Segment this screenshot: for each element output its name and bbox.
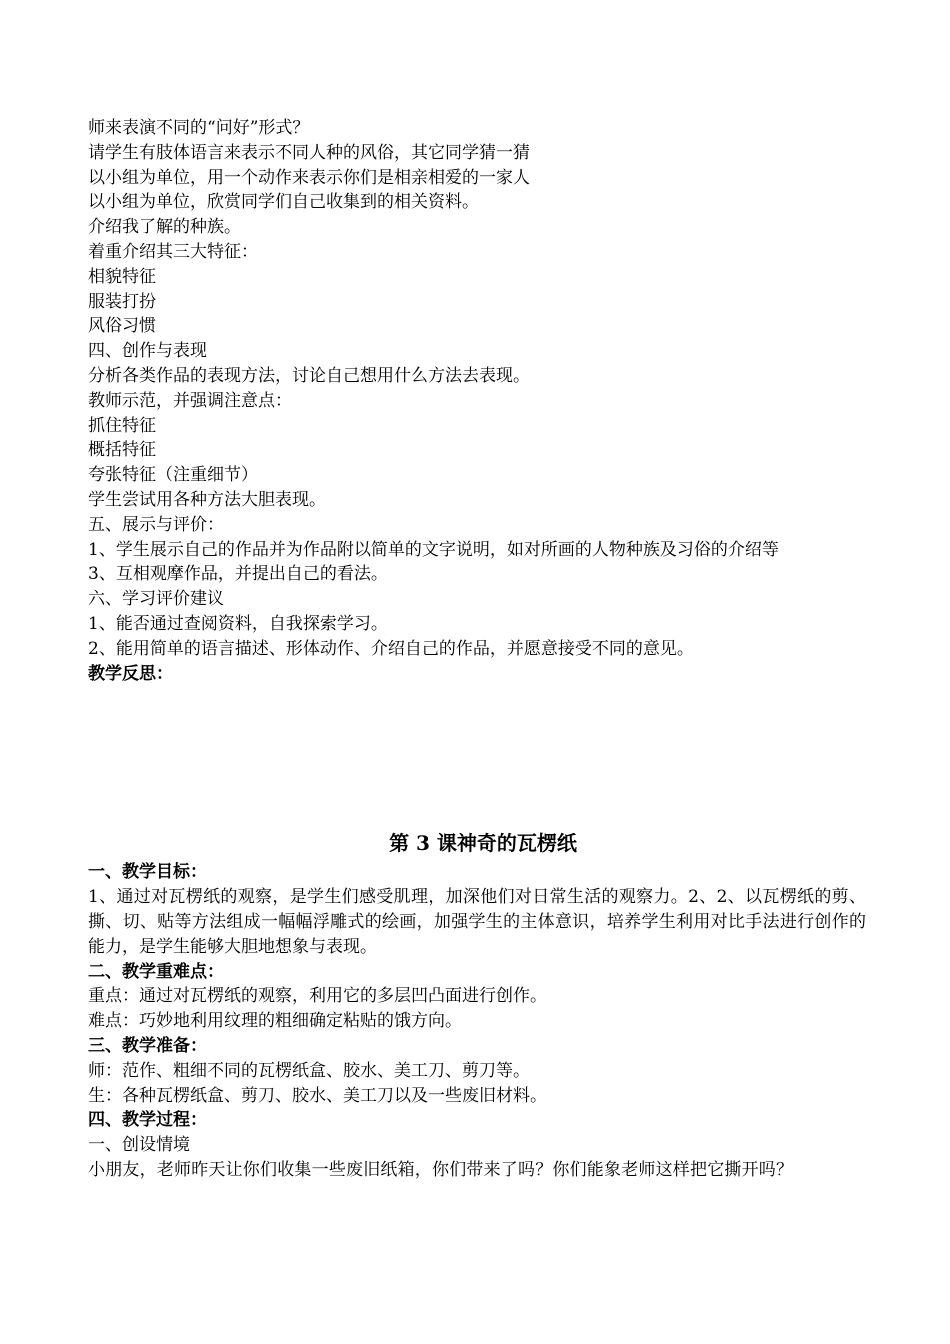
section-heading-create: 四、创作与表现	[88, 341, 207, 362]
blank-space	[88, 686, 878, 828]
key-point-line: 重点：通过对瓦楞纸的观察，利用它的多层凹凸面进行创作。	[88, 986, 547, 1007]
document-page	[88, 116, 878, 1183]
section-previous-lesson	[88, 116, 878, 686]
teacher-preparation-line: 师：范作、粗细不同的瓦楞纸盒、胶水、美工刀、剪刀等。	[88, 1060, 530, 1081]
text-line: 以小组为单位，用一个动作来表示你们是相亲相爱的一家人	[88, 167, 530, 188]
text-line: 2、能用简单的语言描述、形体动作、介绍自己的作品，并愿意接受不同的意见。	[88, 638, 694, 659]
text-line: 介绍我了解的种族。	[88, 217, 241, 238]
text-line: 抓住特征	[88, 415, 156, 436]
text-line: 夸张特征（注重细节）	[88, 465, 258, 486]
text-line: 相貌特征	[88, 266, 156, 287]
process-step-heading: 一、创设情境	[88, 1135, 190, 1156]
text-line: 师来表演不同的“问好”形式？	[88, 118, 310, 138]
text-line: 分析各类作品的表现方法，讨论自己想用什么方法去表现。	[88, 365, 530, 386]
student-preparation-line: 生：各种瓦楞纸盒、剪刀、胶水、美工刀以及一些废旧材料。	[88, 1085, 547, 1106]
preparation-heading: 三、教学准备：	[88, 1035, 207, 1056]
process-text-line: 小朋友，老师昨天让你们收集一些废旧纸箱，你们带来了吗？你们能象老师这样把它撕开吗？	[88, 1159, 794, 1180]
section-heading-display: 五、展示与评价：	[88, 514, 224, 535]
reflection-heading: 教学反思：	[88, 663, 173, 684]
section-lesson-3	[88, 828, 878, 1182]
text-line: 请学生有肢体语言来表示不同人种的风俗，其它同学猜一猜	[88, 142, 530, 163]
text-line: 以小组为单位，欣赏同学们自己收集到的相关资料。	[88, 192, 479, 213]
lesson-title: 第 3 课神奇的瓦楞纸	[389, 831, 577, 856]
goals-heading: 一、教学目标：	[88, 862, 207, 883]
text-line: 1、能否通过查阅资料，自我探索学习。	[88, 613, 388, 634]
text-line: 风俗习惯	[88, 316, 156, 337]
text-line: 1、学生展示自己的作品并为作品附以简单的文字说明，如对所画的人物种族及习俗的介绍等	[88, 539, 779, 560]
difficult-point-line: 难点：巧妙地利用纹理的粗细确定粘贴的饿方向。	[88, 1011, 462, 1032]
text-line: 教师示范，并强调注意点：	[88, 390, 292, 411]
goals-paragraph: 1、通过对瓦楞纸的观察，是学生们感受肌理，加深他们对日常生活的观察力。2、2、以瓦楞纸的剪、撕、切、贴等方法组成一幅幅浮雕式的绘画，加强学生的主体意识，培养学生利用对比手法进行创作的能力，是学生能够大胆地想象与表现。	[88, 887, 866, 957]
text-line: 概括特征	[88, 440, 156, 461]
process-heading: 四、教学过程：	[88, 1110, 207, 1131]
text-line: 学生尝试用各种方法大胆表现。	[88, 489, 326, 510]
key-points-heading: 二、教学重难点：	[88, 961, 224, 982]
text-line: 3、互相观摩作品，并提出自己的看法。	[88, 564, 388, 585]
section-heading-evaluation: 六、学习评价建议	[88, 589, 224, 610]
text-line: 着重介绍其三大特征：	[88, 241, 258, 262]
text-line: 服装打扮	[88, 291, 156, 312]
